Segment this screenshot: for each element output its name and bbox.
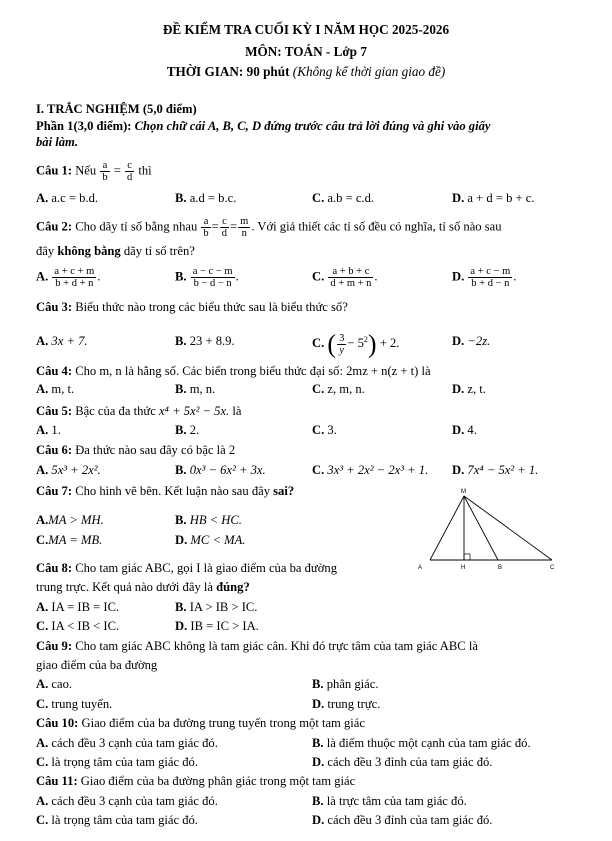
q5-option-a: A. 1. bbox=[36, 423, 61, 437]
question-8-cont: trung trực. Kết quả nào dưới đây là đúng? bbox=[36, 580, 250, 594]
label-m: M bbox=[461, 489, 466, 495]
question-5: Câu 5: Bậc của đa thức x⁴ + 5x² − 5x. là bbox=[36, 404, 242, 418]
exam-time: THỜI GIAN: 90 phút (Không kể thời gian giao đề) bbox=[166, 64, 446, 79]
q1-option-c: C. a.b = c.d. bbox=[312, 191, 375, 205]
q9-option-d: D. trung trực. bbox=[312, 697, 381, 711]
section-title: I. TRẮC NGHIỆM (5,0 điểm) bbox=[36, 102, 197, 116]
q3-option-d: D. −2z. bbox=[452, 334, 491, 348]
q4-option-b: B. m, n. bbox=[175, 382, 216, 396]
q4-option-a: A. m, t. bbox=[36, 382, 75, 396]
q11-option-b: B. là trực tâm của tam giác đó. bbox=[312, 794, 467, 808]
triangle-figure bbox=[410, 486, 570, 572]
q6-option-d: D. 7x⁴ − 5x² + 1. bbox=[452, 463, 539, 477]
q5-option-b: B. 2. bbox=[175, 423, 200, 437]
part-instruction-cont: bài làm. bbox=[36, 135, 78, 149]
question-10: Câu 10: Giao điểm của ba đường trung tuyến trong một tam giác bbox=[36, 716, 365, 730]
question-8: Câu 8: Cho tam giác ABC, gọi I là giao điểm của ba đường bbox=[36, 561, 338, 575]
q2-option-c: C. $\frac{a + b + c}{d + m + n}$ . bbox=[312, 266, 378, 289]
question-2-cont: đây không bằng dãy tỉ số trên? bbox=[36, 244, 195, 258]
exam-subject: MÔN: TOÁN - Lớp 7 bbox=[245, 44, 367, 59]
q9-option-b: B. phân giác. bbox=[312, 677, 379, 691]
q8-option-b: B. IA > IB > IC. bbox=[175, 600, 258, 614]
question-9-cont: giao điểm của ba đường bbox=[36, 658, 158, 672]
q10-option-a: A. cách đều 3 cạnh của tam giác đó. bbox=[36, 736, 218, 750]
question-3: Câu 3: Biểu thức nào trong các biểu thức sau là biểu thức số? bbox=[36, 300, 348, 314]
question-6: Câu 6: Đa thức nào sau đây có bậc là 2 bbox=[36, 443, 236, 457]
q8-option-d: D. IB = IC > IA. bbox=[175, 619, 259, 633]
q2-option-d: D. $\frac{a + c - m}{b + d - n}$ . bbox=[452, 266, 517, 289]
label-c: C bbox=[550, 565, 555, 571]
q1-option-d: D. a + d = b + c. bbox=[452, 191, 535, 205]
q10-option-b: B. là điểm thuộc một cạnh của tam giác đó. bbox=[312, 736, 531, 750]
q7-option-a: A.MA > MH. bbox=[36, 513, 104, 527]
q6-option-b: B. 0x³ − 6x² + 3x. bbox=[175, 463, 266, 477]
question-2: Câu 2: Cho dãy tỉ số bằng nhau $\frac{a}{b}$ = $\frac{c}{d}$ = $\frac{m}{n}$ . Với giả thiết các tỉ số đều có nghĩa, tỉ số nào sau bbox=[36, 216, 502, 239]
q8-option-c: C. IA < IB < IC. bbox=[36, 619, 120, 633]
q3-option-c: C. ( $\frac{3}{y}$ − $5^2) + 2$. bbox=[312, 329, 400, 359]
label-h: H bbox=[461, 565, 466, 571]
q1-option-a: A. a.c = b.d. bbox=[36, 191, 99, 205]
q3-option-a: A. 3x + 7. bbox=[36, 334, 88, 348]
q6-option-c: C. 3x³ + 2x² − 2x³ + 1. bbox=[312, 463, 429, 477]
q11-option-a: A. cách đều 3 cạnh của tam giác đó. bbox=[36, 794, 218, 808]
q8-option-a: A. IA = IB = IC. bbox=[36, 600, 120, 614]
q7-option-d: D. MC < MA. bbox=[175, 533, 246, 547]
exam-title: ĐỀ KIỂM TRA CUỐI KỲ I NĂM HỌC 2025-2026 bbox=[162, 22, 450, 37]
q7-option-b: B. HB < HC. bbox=[175, 513, 242, 527]
question-1: Câu 1: Nếu $\frac{a}{b}$ = $\frac{c}{d}$ thì bbox=[36, 160, 152, 183]
q10-option-c: C. là trọng tâm của tam giác đó. bbox=[36, 755, 198, 769]
q10-option-d: D. cách đều 3 đỉnh của tam giác đó. bbox=[312, 755, 493, 769]
q7-option-c: C.MA = MB. bbox=[36, 533, 103, 547]
q6-option-a: A. 5x³ + 2x². bbox=[36, 463, 101, 477]
q1-option-b: B. a.d = b.c. bbox=[175, 191, 237, 205]
question-9: Câu 9: Cho tam giác ABC không là tam giác cân. Khi đó trực tâm của tam giác ABC là bbox=[36, 639, 478, 653]
q5-option-d: D. 4. bbox=[452, 423, 477, 437]
q2-option-b: B. $\frac{a - c - m}{b - d - n}$ . bbox=[175, 266, 239, 289]
question-4: Câu 4: Cho m, n là hằng số. Các biến trong biểu thức đại số: 2mz + n(z + t) là bbox=[36, 364, 431, 378]
question-11: Câu 11: Giao điểm của ba đường phân giác trong một tam giác bbox=[36, 774, 356, 788]
q11-option-c: C. là trọng tâm của tam giác đó. bbox=[36, 813, 198, 827]
q2-option-a: A. $\frac{a + c + m}{b + d + n}$ . bbox=[36, 266, 101, 289]
part-instruction: Phần 1(3,0 điểm): Chọn chữ cái A, B, C, D đứng trước câu trả lời đúng và ghi vào giấy bbox=[36, 119, 491, 133]
q3-option-b: B. 23 + 8.9. bbox=[175, 334, 235, 348]
q11-option-d: D. cách đều 3 đỉnh của tam giác đó. bbox=[312, 813, 493, 827]
q4-option-c: C. z, m, n. bbox=[312, 382, 365, 396]
label-b: B bbox=[498, 565, 503, 571]
label-a: A bbox=[418, 565, 423, 571]
q9-option-a: A. cao. bbox=[36, 677, 73, 691]
q9-option-c: C. trung tuyến. bbox=[36, 697, 113, 711]
question-7: Câu 7: Cho hình vẽ bên. Kết luận nào sau đây sai? bbox=[36, 484, 295, 498]
q4-option-d: D. z, t. bbox=[452, 382, 486, 396]
q5-option-c: C. 3. bbox=[312, 423, 337, 437]
